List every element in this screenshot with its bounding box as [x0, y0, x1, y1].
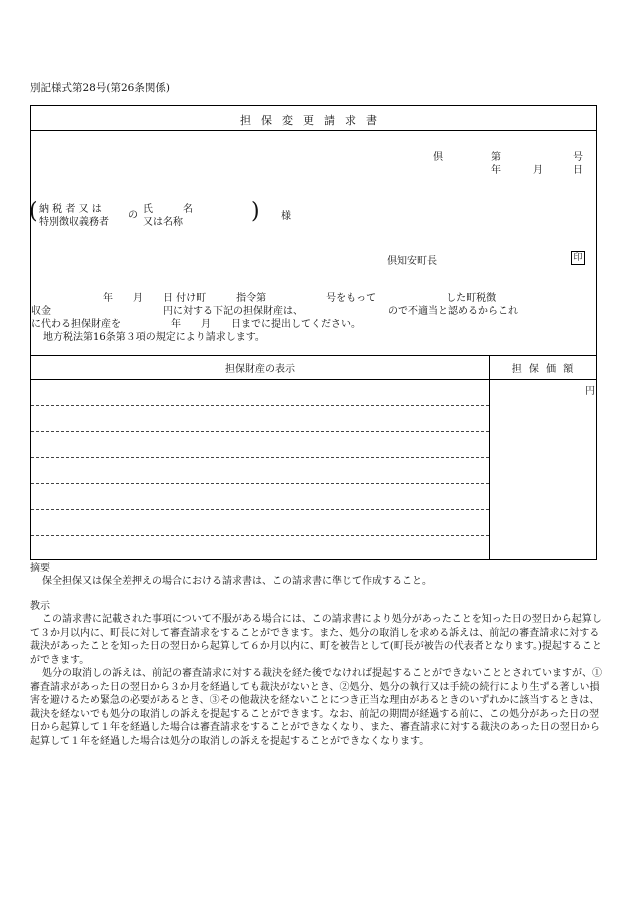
table-header-line	[31, 379, 596, 380]
right-brace: )	[251, 199, 260, 224]
issuer-name: 倶知安町長	[387, 256, 437, 267]
property-row-line	[31, 535, 489, 536]
body-line2-a: 収金	[31, 306, 51, 317]
instruction-paragraph-1: この請求書に記載された事項について不服がある場合には、この請求書により処分があったことを知った日の翌日から起算して３か月以内に、町長に対して審査請求をすることができます。また、処分の取消しを求める訴えは、前記の審査請求に対する裁決があったことを知った日の翌日から起算して６か月以内に、町を被告として(町長が被告の代表者となります。)提起することができます。	[30, 614, 602, 666]
honorific-sama: 様	[281, 211, 291, 222]
day-text: 日	[573, 165, 583, 176]
form-number: 別記様式第28号(第26条関係)	[30, 82, 170, 94]
body-line2-b: 円に対する下記の担保財産は、 ので不適当と認めるからこれ	[163, 306, 518, 317]
request-form-box	[30, 105, 597, 560]
property-row-line	[31, 483, 489, 484]
table-column-divider	[489, 356, 490, 559]
prefix-text: 倶	[433, 152, 443, 163]
summary-text: 保全担保又は保全差押えの場合における請求書は、この請求書に準じて作成すること。	[42, 576, 432, 587]
body-line4: 地方税法第16条第３項の規定により請求します。	[43, 332, 265, 343]
dai-text: 第	[491, 152, 501, 163]
document-title: 担保変更請求書	[240, 114, 387, 127]
col-header-property: 担保財産の表示	[225, 364, 295, 375]
summary-label: 摘要	[30, 563, 50, 574]
property-row-line	[31, 431, 489, 432]
yen-unit: 円	[585, 386, 595, 397]
col-header-value: 担 保 価 額	[511, 364, 576, 375]
table-top-line	[31, 355, 596, 356]
left-brace: (	[29, 199, 38, 224]
property-row-line	[31, 509, 489, 510]
title-divider	[31, 130, 596, 131]
month-text: 月	[533, 165, 543, 176]
property-row-line	[31, 405, 489, 406]
body-line1: 年 月 日 付け町 指令第 号をもって した町税徴	[103, 293, 497, 304]
seal-mark: 印	[571, 251, 585, 265]
body-line3: に代わる担保財産を 年 月 日までに提出してください。	[31, 319, 361, 330]
addressee-left-line1: 納 税 者 又 は	[39, 204, 102, 215]
addressee-left-line2: 特別徴収義務者	[39, 217, 109, 228]
addressee-connector: の	[128, 210, 138, 221]
addressee-right-line2: 又は名称	[143, 217, 183, 228]
instruction-label: 教示	[30, 601, 50, 612]
property-row-line	[31, 457, 489, 458]
instruction-paragraph-2: 処分の取消しの訴えは、前記の審査請求に対する裁決を経た後でなければ提起することができないこととされていますが、①審査請求があった日の翌日から３か月を経過しても裁決がないとき、②処分、処分の執行又は手続の続行により生ずる著しい損害を避けるため緊急の必要があるとき、③その他裁決を経ないことにつき正当な理由があるときのいずれかに該当するときは、裁決を経ないでも処分の取消しの訴えを提起することができます。なお、前記の期間が経過する前に、この処分があった日の翌日から起算して１年を経過した場合は審査請求をすることができなくなり、また、審査請求に対する裁決のあった日の翌日から起算して１年を経過した場合は処分の取消しの訴えを提起することができなくなります。	[30, 668, 602, 747]
addressee-right-line1: 氏 名	[143, 204, 193, 215]
go-text: 号	[573, 152, 583, 163]
year-text: 年	[491, 165, 501, 176]
